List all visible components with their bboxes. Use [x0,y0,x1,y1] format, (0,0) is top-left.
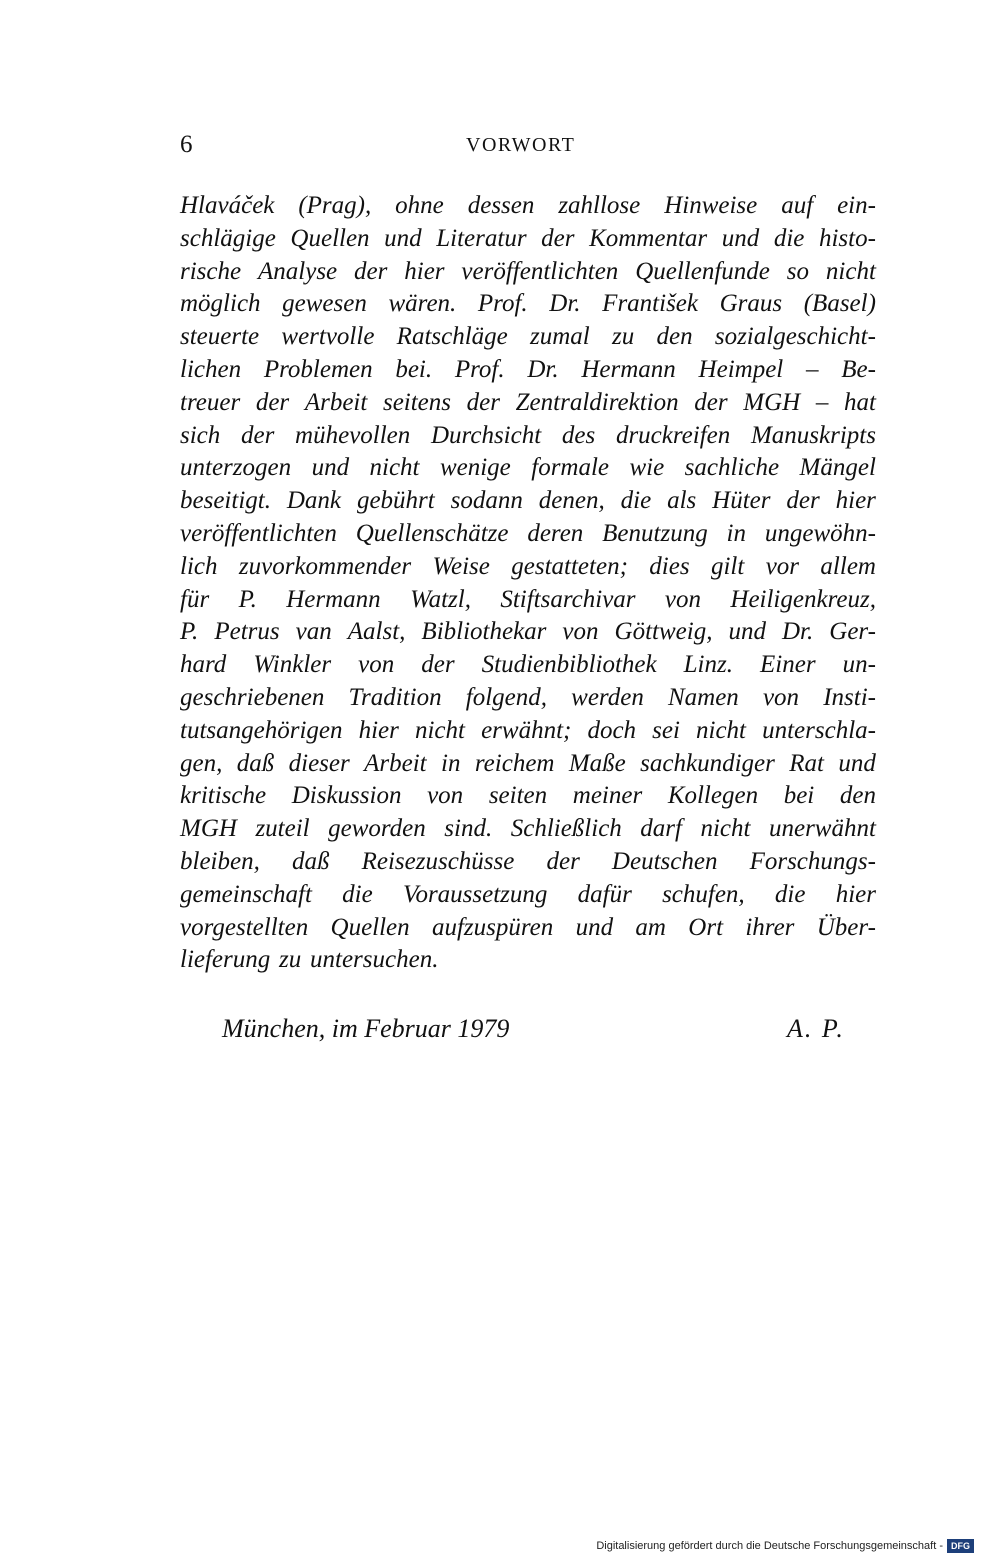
text-word: so [786,257,810,285]
text-word: lich [180,552,218,580]
text-word: zuteil [255,815,310,843]
text-word: der [241,421,275,449]
text-word: Be- [841,355,876,383]
text-word: Aalst, [347,618,406,646]
text-word: Problemen [263,355,373,383]
text-word: den [839,782,876,810]
text-word: bei [783,782,815,810]
text-word: veröffentlichten [180,519,337,547]
text-word: sich [180,421,221,449]
text-word: Zentraldirektion [515,388,679,416]
text-word: der [786,487,820,515]
text-word: treuer [180,388,241,416]
text-word: Göttweig, [614,618,713,646]
text-word: Quellen [330,913,410,941]
text-line [180,387,876,420]
text-word: doch [587,716,637,744]
text-word: lichen [180,355,242,383]
text-word: Hinweise [664,192,758,219]
text-word: als [667,487,697,515]
text-word: veröffentlichten [461,257,619,285]
text-word: bleiben, [180,847,260,875]
text-word: Petrus [214,618,280,646]
text-word: hard [180,651,227,679]
text-word: denen, [538,487,605,515]
text-word: auf [781,192,814,219]
text-line [180,715,876,748]
text-word: schlägige [180,224,276,252]
text-word: und [384,224,422,252]
text-word: zuvorkommender [238,552,412,580]
text-word: van [295,618,332,646]
text-word: werden [571,683,644,711]
text-word: in [726,519,746,547]
preface-body [180,190,876,977]
text-line [180,420,876,453]
page-number: 6 [180,131,193,158]
text-line [180,584,876,617]
text-word: und [728,618,766,646]
text-line [180,223,876,256]
text-word: deren [527,519,584,547]
text-word: der [421,651,455,679]
text-word: histo- [818,224,876,252]
text-line [180,748,876,781]
text-word: Heiligenkreuz, [730,585,876,613]
text-word: zu [279,946,302,974]
text-word: von [762,683,800,711]
text-word: Bibliothekar [421,618,547,646]
text-word: gebührt [356,487,435,515]
text-word: die [773,224,805,252]
signature-initials: A. P. [787,1014,845,1043]
text-word: beseitigt. [180,487,271,515]
text-word: – [805,355,819,383]
text-word: folgend, [465,683,548,711]
text-line [180,321,876,354]
text-word: am [635,913,666,941]
text-word: Tradition [348,683,442,711]
text-word: Insti- [823,683,876,711]
text-line [180,354,876,387]
text-word: sei [652,716,680,744]
text-line [180,944,876,977]
text-word: vor [765,552,800,580]
text-word: erwähnt; [481,716,572,744]
text-word: steuerte [180,323,260,351]
text-word: (Basel) [803,290,876,318]
text-word: P. [180,618,199,646]
text-word: Ort [688,913,724,941]
text-word: Diskussion [291,782,402,810]
text-word: zu [612,323,635,351]
text-word: dessen [467,192,535,219]
text-word: nicht [825,257,876,285]
text-word: ein- [837,192,876,219]
text-word: wären. [388,290,457,318]
text-word: geschriebenen [180,683,325,711]
text-word: sodann [450,487,523,515]
text-line [180,485,876,518]
text-word: die [342,880,373,908]
text-word: Benutzung [602,519,708,547]
text-word: des [561,421,596,449]
text-word: Quellen [290,224,370,252]
text-line [180,551,876,584]
text-word: wie [629,454,665,482]
text-word: tutsangehörigen [180,716,343,744]
text-word: lieferung [180,946,271,974]
text-word: Analyse [258,257,338,285]
text-word: Literatur [436,224,527,252]
text-line [180,288,876,321]
text-word: Schließlich [510,815,622,843]
text-word: Forschungs- [749,847,876,875]
dfg-logo: DFG [947,1539,974,1553]
text-word: Namen [667,683,739,711]
text-word: gen, [180,749,223,777]
text-word: Hermann [581,355,676,383]
text-word: Voraussetzung [402,880,548,908]
text-word: dies [649,552,690,580]
text-word: schufen, [662,880,745,908]
text-word: Prof. [454,355,505,383]
text-line [180,682,876,715]
text-word: hat [844,388,876,416]
text-word: MGH [180,815,237,843]
text-word: seiten [488,782,548,810]
text-word: der [546,847,580,875]
text-word: druckreifen [615,421,731,449]
text-word: der [466,388,500,416]
text-line [180,256,876,289]
text-word: Reisezuschüsse [361,847,515,875]
text-word: Dr. [782,618,814,646]
text-word: Quellenschätze [355,519,509,547]
text-line [180,452,876,485]
text-word: geworden [328,815,426,843]
text-word: hier [835,880,876,908]
text-word: und [575,913,614,941]
text-word: Hüter [712,487,771,515]
text-word: gemeinschaft [180,880,312,908]
text-word: Deutschen [611,847,718,875]
text-word: ihrer [745,913,795,941]
text-word: P. [238,585,257,613]
text-word: Graus [719,290,783,318]
text-word: der [354,257,388,285]
text-word: Manuskripts [750,421,876,449]
text-word: kritische [180,782,267,810]
text-word: und [721,224,760,252]
text-word: Maße [568,749,626,777]
text-word: sind. [444,815,493,843]
text-word: Watzl, [410,585,471,613]
text-word: Kollegen [667,782,759,810]
text-word: meiner [572,782,643,810]
text-word: ungewöhn- [764,519,876,547]
text-word: darf [640,815,682,843]
text-word: bei. [395,355,433,383]
signature-place-date: München, im Februar 1979 [222,1014,510,1043]
text-word: zumal [530,323,590,351]
text-word: sachkundiger [640,749,775,777]
text-word: Stiftsarchivar [500,585,636,613]
text-word: – [815,388,829,416]
text-word: hier [835,487,876,515]
text-word: Arbeit [304,388,368,416]
text-word: Quellenfunde [635,257,770,285]
text-word: der [694,388,728,416]
text-word: aufzuspüren [431,913,554,941]
text-line [180,813,876,846]
text-word: und [838,749,876,777]
text-word: gewesen [282,290,367,318]
text-word: den [656,323,693,351]
text-word: gestatteten; [511,552,628,580]
text-line [180,879,876,912]
text-word: nicht [700,815,751,843]
text-word: mühevollen [295,421,411,449]
text-word: hier [358,716,399,744]
text-word: nicht [696,716,747,744]
text-word: für [180,585,210,613]
text-word: wenige [439,454,511,482]
text-word: Winkler [253,651,332,679]
text-word: Hermann [286,585,381,613]
text-word: Über- [816,913,876,941]
text-word: Dr. [549,290,581,318]
text-word: untersuchen. [310,946,439,974]
text-word: zahllose [558,192,641,219]
text-word: in [441,749,461,777]
text-word: unterschla- [762,716,876,744]
text-word: sozialgeschicht- [714,323,876,351]
text-word: nicht [414,716,465,744]
text-word: ohne [395,192,444,219]
text-word: seitens [382,388,452,416]
text-word: Heimpel [698,355,784,383]
digitization-credit-text: Digitalisierung gefördert durch die Deutsche Forschungsgemeinschaft - [596,1540,943,1552]
text-word: Ger- [829,618,876,646]
text-word: Ratschläge [396,323,508,351]
text-word: (Prag), [298,192,372,219]
text-word: vorgestellten [180,913,309,941]
text-word: möglich [180,290,261,318]
text-word: von [664,585,702,613]
text-word: die [774,880,806,908]
text-word: Weise [432,552,490,580]
text-word: die [620,487,652,515]
text-word: hier [404,257,445,285]
text-word: der [541,224,575,252]
text-word: der [255,388,290,416]
text-word: Prof. [477,290,528,318]
text-line [180,912,876,945]
text-word: Linz. [683,651,733,679]
text-word: dafür [577,880,632,908]
text-word: daß [236,749,275,777]
text-word: Durchsicht [431,421,542,449]
text-word: rische [180,257,242,285]
text-line [180,616,876,649]
text-word: formale [531,454,610,482]
text-word: Studienbibliothek [481,651,657,679]
text-word: Einer [760,651,816,679]
text-word: MGH [743,388,801,416]
text-word: nicht [369,454,420,482]
text-word: Kommentar [589,224,708,252]
text-word: un- [842,651,876,679]
text-line [180,780,876,813]
text-word: Dank [286,487,342,515]
text-word: wertvolle [281,323,375,351]
text-word: František [602,290,698,318]
text-word: allem [820,552,876,580]
text-word: Mängel [799,454,876,482]
text-word: unterzogen [180,454,292,482]
text-word: Dr. [527,355,559,383]
text-line [180,649,876,682]
text-word: gilt [710,552,745,580]
text-word: von [427,782,464,810]
text-word: von [562,618,599,646]
text-word: und [311,454,350,482]
text-line [180,846,876,879]
digitization-credit [596,1539,974,1553]
text-word: Arbeit [364,749,427,777]
text-word: Hlaváček [180,192,275,219]
text-word: Rat [789,749,824,777]
text-word: von [358,651,395,679]
text-word: reichem [474,749,555,777]
text-word: sachliche [684,454,780,482]
text-line [180,190,876,223]
running-title: VORWORT [466,134,576,156]
text-word: dieser [288,749,350,777]
text-line [180,518,876,551]
text-word: unerwähnt [768,815,876,843]
text-word: daß [291,847,330,875]
